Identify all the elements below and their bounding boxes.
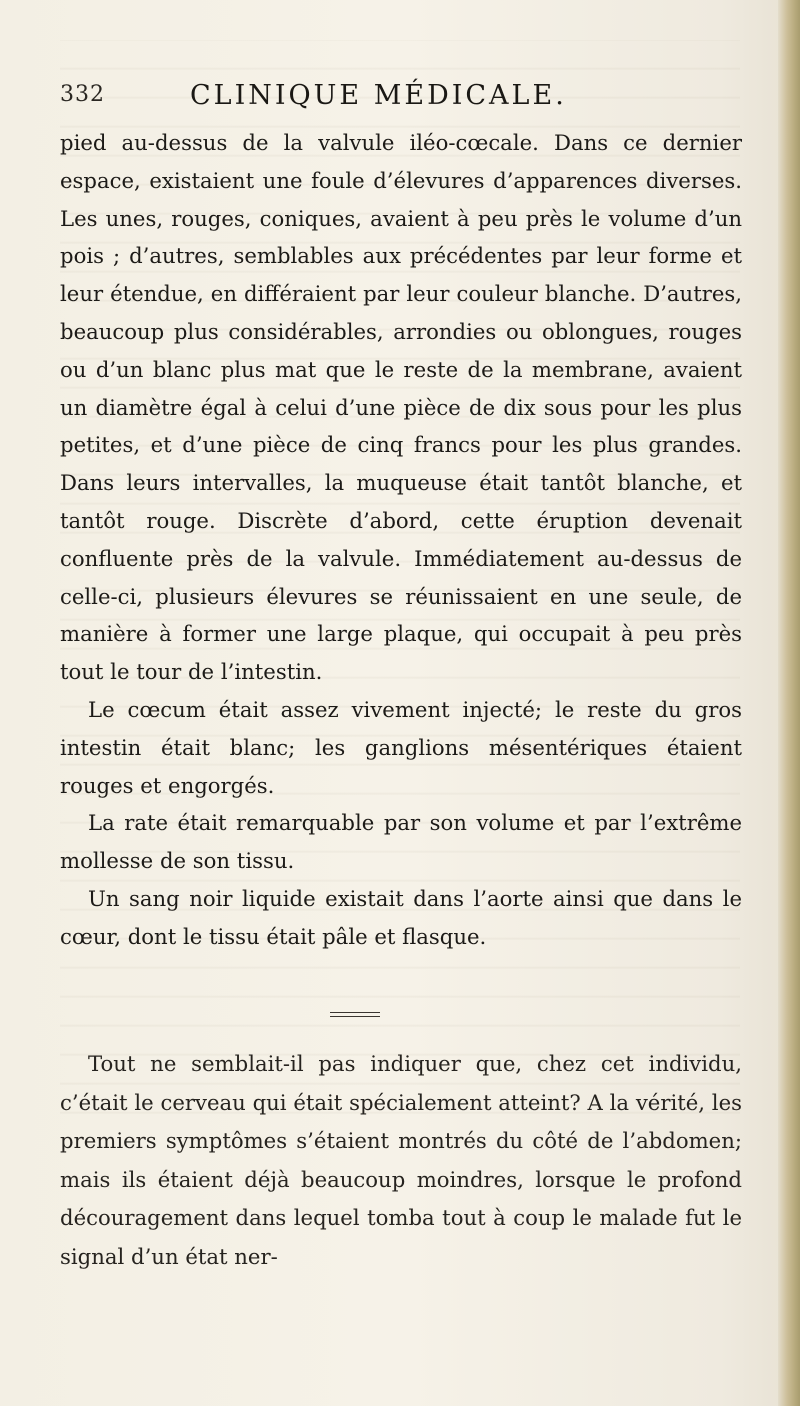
body-text — [60, 124, 742, 956]
page-edge-shadow — [778, 0, 800, 1406]
paragraph: Le cœcum était assez vivement injecté; le reste du gros intestin était blanc; les ganglions mésentériques étaient rouges et engorgés. — [60, 696, 742, 798]
page-number: 332 — [60, 82, 105, 107]
paragraph: La rate était remarquable par son volume et par l’extrême mollesse de son tissu. — [60, 810, 742, 874]
running-title: CLINIQUE MÉDICALE. — [190, 80, 567, 111]
paragraph: Un sang noir liquide existait dans l’aorte ainsi que dans le cœur, dont le tissu était pâle et flasque. — [60, 885, 742, 949]
paragraph: Tout ne semblait-il pas indiquer que, chez cet individu, c’était le cerveau qui était spécialement atteint? A la vérité, les premiers symptômes s’étaient montrés du côté de l’abdomen; mais ils étaient déjà beaucoup moindres, lorsque le profond découragement dans lequel tomba tout à coup le malade fut le signal d’un état ner- — [60, 1051, 742, 1269]
section-separator — [330, 1010, 380, 1020]
paragraph: pied au-dessus de la valvule iléo-cœcale. Dans ce dernier espace, existaient une foule d’élevures d’apparences diverses. Les unes, rouges, coniques, avaient à peu près le volume d’un pois ; d’autres, semblables aux précédentes par leur forme et leur étendue, en différaient par leur couleur blanche. D’autres, beaucoup plus considérables, arrondies ou oblongues, rouges ou d’un blanc plus mat que le reste de la membrane, avaient un diamètre égal à celui d’une pièce de dix sous pour les plus petites, et d’une pièce de cinq francs pour les plus grandes. Dans leurs intervalles, la muqueuse était tantôt blanche, et tantôt rouge. Discrète d’abord, cette éruption devenait confluente près de la valvule. Immédiatement au-dessus de celle-ci, plusieurs élevures se réunissaient en une seule, de manière à former une large plaque, qui occupait à peu près tout le tour de l’intestin. — [60, 130, 742, 685]
body-text-continued — [60, 1045, 742, 1276]
page-header — [60, 80, 750, 120]
